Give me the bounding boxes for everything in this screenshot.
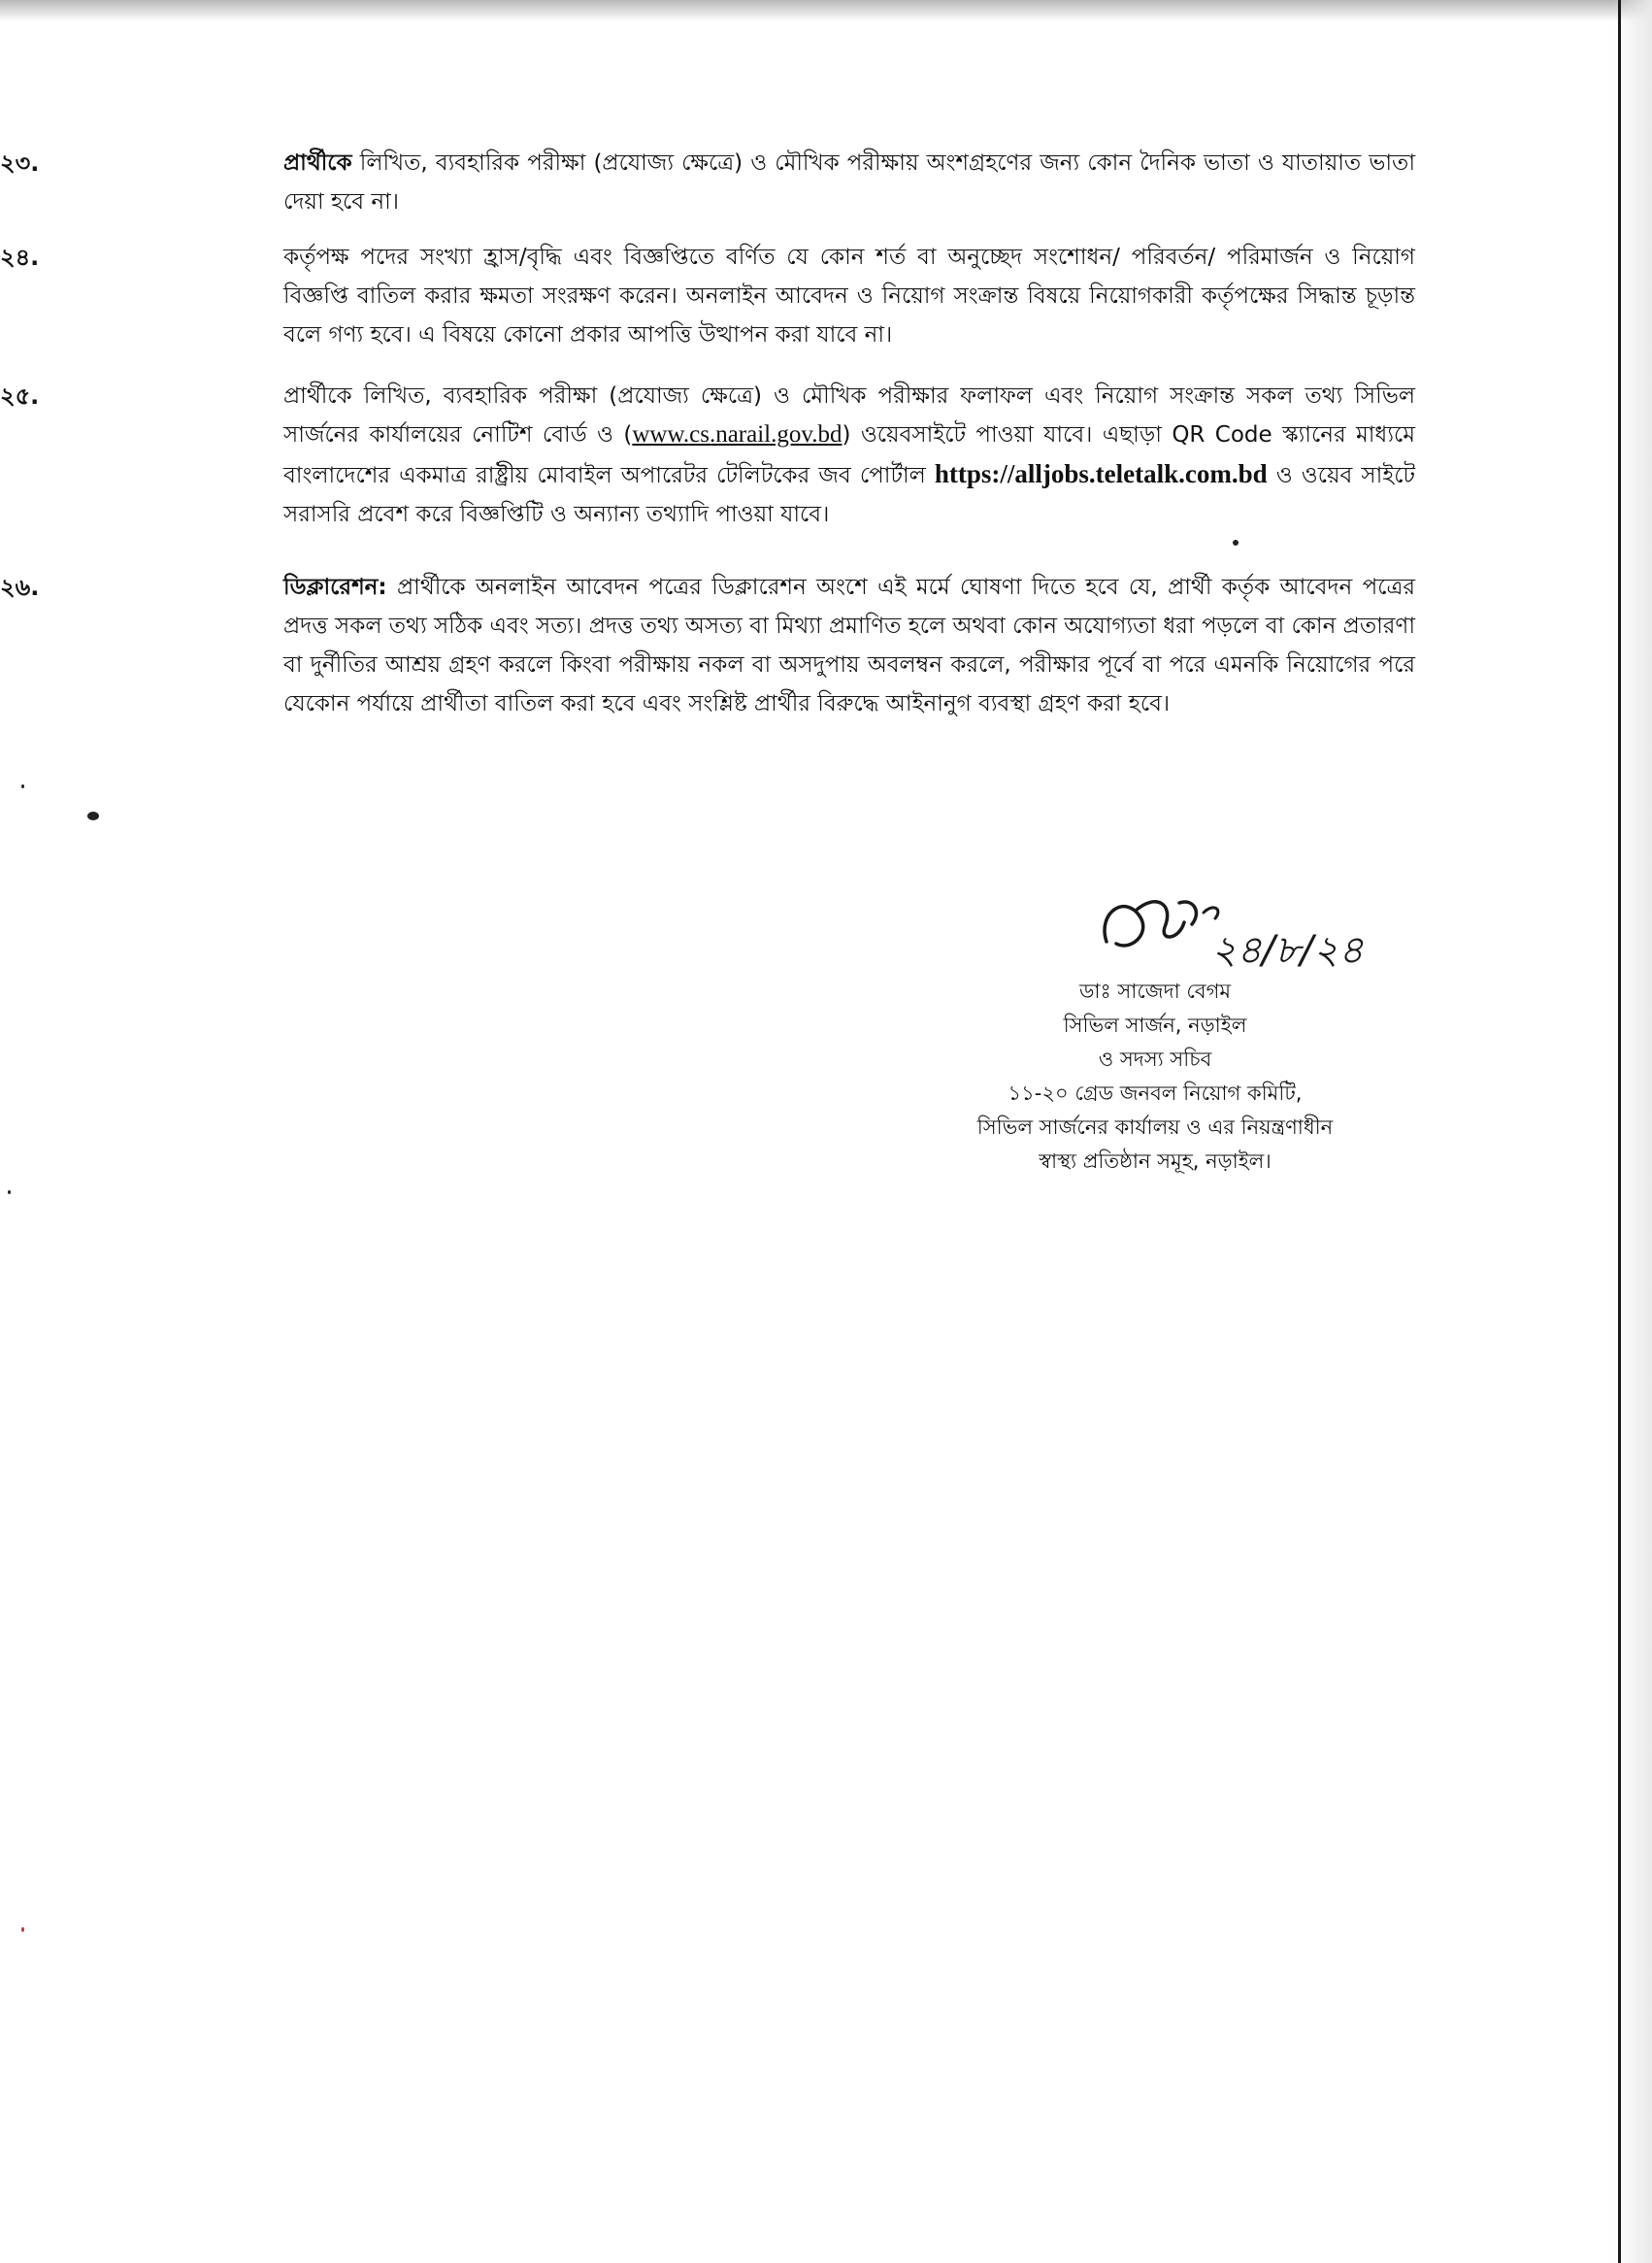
signature-date: ২৪/৮/২৪ xyxy=(1211,928,1364,973)
clause-body-part-b: ) ওয়েবসাইটে পাওয়া যাবে। এছাড়া QR Code স্ক্যানের মাধ্যমে বাংলাদেশের একমাত্র রাষ্ট্রীয় মোবাইল অপারেটর টেলিটকের জব পোর্টাল xyxy=(283,422,1415,488)
narail-website-link[interactable]: www.cs.narail.gov.bd xyxy=(632,421,843,448)
clause-26 xyxy=(0,568,1416,762)
scan-shadow-top xyxy=(0,0,1652,21)
signatory-name: ডাঃ সাজেদা বেগম xyxy=(1078,980,1232,1003)
clause-number: ২৬. xyxy=(0,574,40,601)
teletalk-jobs-link[interactable]: https://alljobs.teletalk.com.bd xyxy=(934,459,1268,488)
clause-24 xyxy=(0,238,1415,358)
scan-speck xyxy=(8,1190,11,1194)
clause-body-part-c: ও ওয়েব সাইটে সরাসরি প্রবেশ করে বিজ্ঞপ্তিটি ও অন্যান্য তথ্যাদি পাওয়া যাবে। xyxy=(283,463,1416,527)
clause-lead: ডিক্লারেশন: xyxy=(283,575,387,600)
signatory-details xyxy=(951,975,1359,1179)
clause-number: ২৩. xyxy=(0,150,40,177)
signatory-designation: সিভিল সার্জন, নড়াইল xyxy=(1063,1014,1247,1037)
clause-body: প্রার্থীকে অনলাইন আবেদন পত্রের ডিক্লারেশন অংশে এই মর্মে ঘোষণা দিতে হবে যে, প্রার্থী কর্তৃক আবেদন পত্রের প্রদত্ত সকল তথ্য সঠিক এবং সত্য। প্রদত্ত তথ্য অসত্য বা মিথ্যা প্রমাণিত হলে অথবা কোন অযোগ্যতা ধরা পড়লে বা কোন প্রতারণা বা দুর্নীতির আশ্রয় গ্রহণ করলে কিংবা পরীক্ষায় নকল বা অসদুপায় অবলম্বন করলে, পরীক্ষার পূর্বে বা পরে এমনকি নিয়োগের পরে যেকোন পর্যায়ে প্রার্থীতা বাতিল করা হবে এবং সংশ্লিষ্ট প্রার্থীর বিরুদ্ধে আইনানুগ ব্যবস্থা গ্রহণ করা হবে। xyxy=(283,575,1416,716)
scan-speck xyxy=(21,784,24,788)
clause-body-part-a: প্রার্থীকে লিখিত, ব্যবহারিক পরীক্ষা (প্রযোজ্য ক্ষেত্রে) ও মৌখিক পরীক্ষার ফলাফল এবং নিয়োগ সংক্রান্ত সকল তথ্য সিভিল সার্জনের কার্যালয়ের নোটিশ বোর্ড ও ( xyxy=(283,383,1415,448)
clause-number: ২৪. xyxy=(0,244,40,271)
committee-name: ১১-২০ গ্রেড জনবল নিয়োগ কমিটি, xyxy=(1008,1082,1303,1105)
clause-text: কর্তৃপক্ষ পদের সংখ্যা হ্রাস/বৃদ্ধি এবং বিজ্ঞপ্তিতে বর্ণিত যে কোন শর্ত বা অনুচ্ছেদ সংশোধন/ পরিবর্তন/ পরিমার্জন ও নিয়োগ বিজ্ঞপ্তি বাতিল করার ক্ষমতা সংরক্ষণ করেন। অনলাইন আবেদন ও নিয়োগ সংক্রান্ত বিষয়ে নিয়োগকারী কর্তৃপক্ষের সিদ্ধান্ত চূড়ান্ত বলে গণ্য হবে। এ বিষয়ে কোনো প্রকার আপত্তি উত্থাপন করা যাবে না। xyxy=(283,245,1415,348)
clause-lead: প্রার্থীকে xyxy=(283,150,352,176)
office-name: সিভিল সার্জনের কার্যালয় ও এর নিয়ন্ত্রণাধীন xyxy=(976,1115,1334,1139)
scan-speck xyxy=(87,812,99,820)
scan-edge-right xyxy=(1618,0,1621,2263)
clause-25 xyxy=(0,377,1416,542)
clause-body: লিখিত, ব্যবহারিক পরীক্ষা (প্রযোজ্য ক্ষেত্রে) ও মৌখিক পরীক্ষায় অংশগ্রহণের জন্য কোন দৈনিক ভাতা ও যাতায়াত ভাতা দেয়া হবে না। xyxy=(283,150,1415,215)
signatory-role: ও সদস্য সচিব xyxy=(1098,1048,1212,1071)
clause-text xyxy=(283,144,1415,221)
office-location: স্বাস্থ্য প্রতিষ্ঠান সমূহ, নড়াইল। xyxy=(1039,1149,1272,1173)
scan-speck xyxy=(21,1927,24,1932)
scan-speck xyxy=(1233,540,1239,546)
clause-text xyxy=(283,568,1415,723)
clause-23 xyxy=(0,144,1415,225)
handwritten-signature xyxy=(1087,874,1364,981)
clause-text xyxy=(283,377,1415,534)
clause-number: ২৫. xyxy=(0,383,40,410)
